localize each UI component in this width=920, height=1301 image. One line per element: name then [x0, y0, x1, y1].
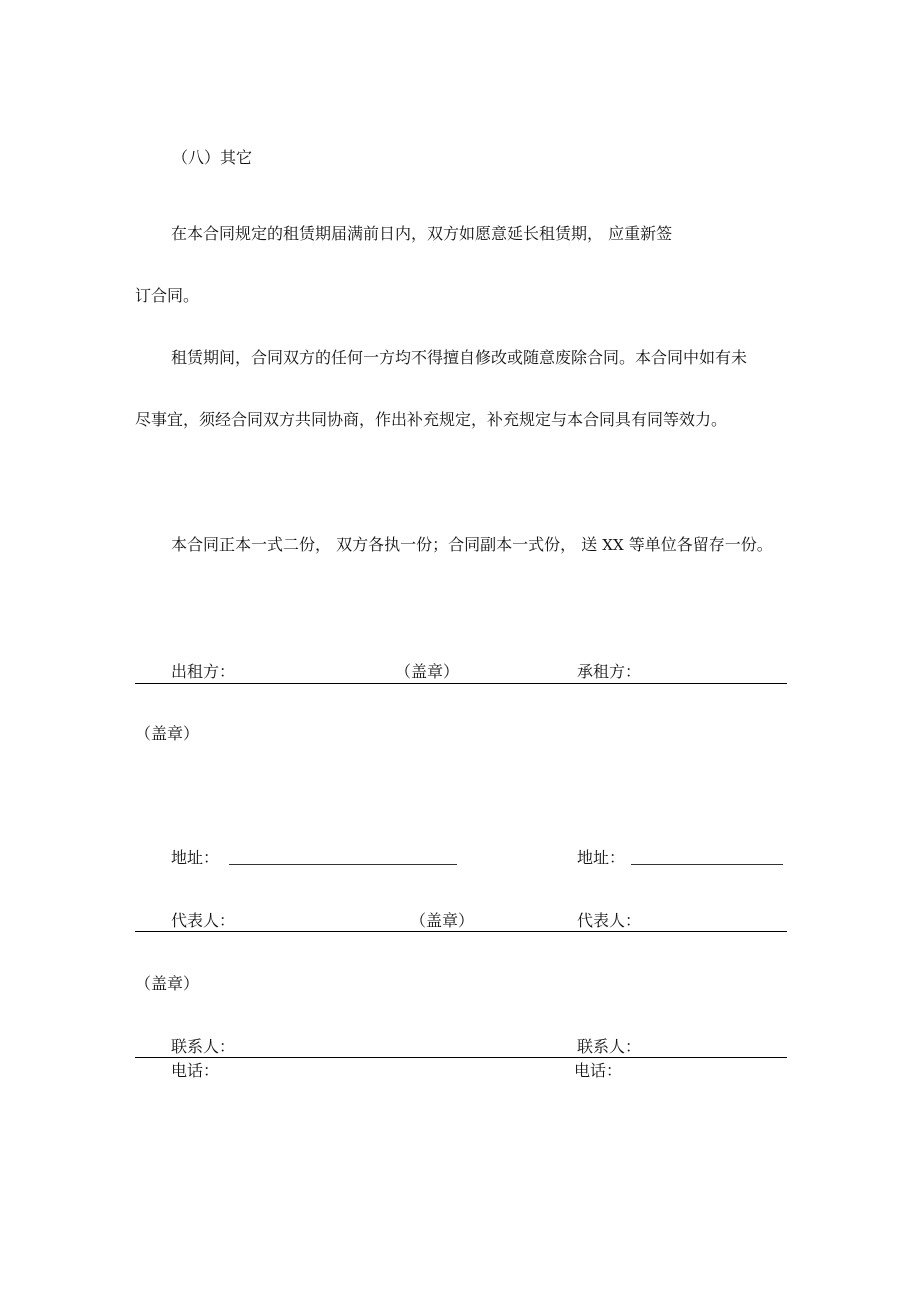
- lessee-label: 承租方：: [577, 662, 642, 681]
- representative-right-seal: （盖章）: [135, 974, 200, 993]
- signature-rule-2: [135, 931, 787, 932]
- section-heading: （八）其它: [172, 148, 253, 167]
- paragraph-2-line-2: 尽事宜，须经合同双方共同协商，作出补充规定，补充规定与本合同具有同等效力。: [135, 410, 728, 429]
- address-left-blank: [229, 864, 457, 865]
- lessor-label: 出租方：: [171, 662, 236, 681]
- contact-left-label: 联系人：: [171, 1037, 236, 1056]
- paragraph-3-before: 本合同正本一式二份， 双方各执一份；合同副本一式份， 送: [171, 535, 603, 554]
- paragraph-1-line-2: 订合同。: [135, 286, 200, 305]
- representative-right-label: 代表人：: [577, 911, 642, 930]
- address-right-blank: [631, 864, 783, 865]
- representative-seal: （盖章）: [410, 911, 475, 930]
- paragraph-3-after: 等单位各留存一份。: [623, 535, 773, 554]
- contact-right-label: 联系人：: [577, 1037, 642, 1056]
- representative-left-label: 代表人：: [171, 911, 236, 930]
- paragraph-1-line-1: 在本合同规定的租赁期届满前日内，双方如愿意延长租赁期， 应重新签: [171, 224, 673, 243]
- address-right-label: 地址：: [577, 848, 626, 867]
- paragraph-3-xx: XX: [602, 536, 624, 554]
- paragraph-2-line-1: 租赁期间，合同双方的任何一方均不得擅自修改或随意废除合同。本合同中如有未: [171, 348, 748, 367]
- phone-right-label: 电话：: [574, 1061, 623, 1080]
- address-left-label: 地址：: [171, 848, 220, 867]
- lessee-seal: （盖章）: [135, 724, 200, 743]
- paragraph-3: [171, 535, 773, 555]
- signature-rule-1: [135, 683, 787, 684]
- signature-rule-3: [135, 1057, 787, 1058]
- lessor-seal: （盖章）: [395, 662, 460, 681]
- phone-left-label: 电话：: [171, 1061, 220, 1080]
